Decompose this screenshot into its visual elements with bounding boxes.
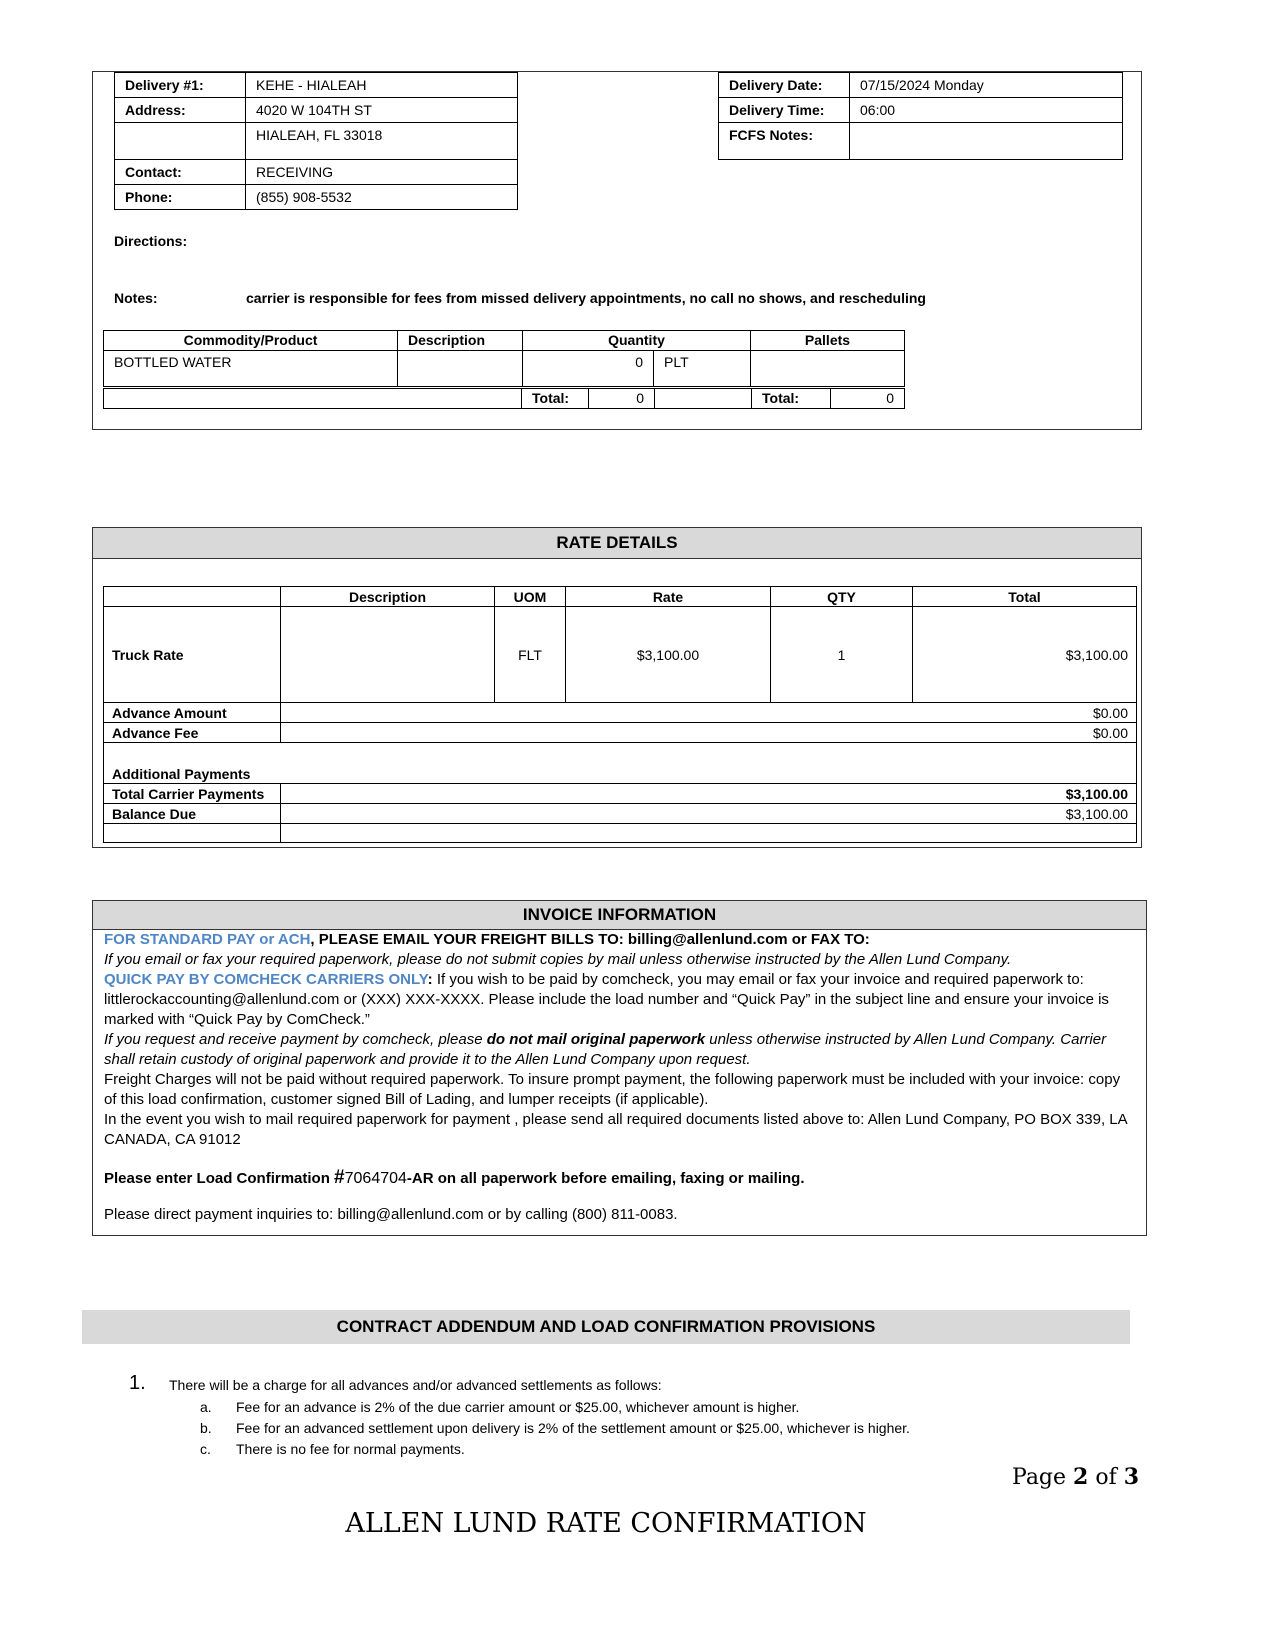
freight-charges-paragraph: Freight Charges will not be paid without required paperwork. To insure prompt payment, the following paperwork must be included with your invoice: copy of this load confirmation, customer signed Bill of Lading, and lumper receipts (if applicable). xyxy=(104,1071,1121,1108)
delivery-date-table xyxy=(718,72,1123,160)
product-cell: BOTTLED WATER xyxy=(104,351,398,387)
rate-empty-cell-1 xyxy=(104,824,281,843)
comcheck-text-c: unless otherwise instructed by Allen Lund Company. Carrier shall retain custody of original paperwork and provide it to the Allen Lund Company upon request. xyxy=(104,1031,1107,1068)
page-current: 2 xyxy=(1073,1464,1089,1490)
load-confirmation-line xyxy=(104,1168,1134,1189)
invoice-title: INVOICE INFORMATION xyxy=(93,901,1146,930)
commodity-total-table xyxy=(103,388,905,409)
contract-sub-c-letter: c. xyxy=(200,1441,211,1457)
rate-empty-cell-2 xyxy=(281,824,1137,843)
pallets-cell xyxy=(751,351,905,387)
page-number xyxy=(1012,1464,1139,1490)
rate-header-uom: UOM xyxy=(495,587,566,607)
contract-sub-b-letter: b. xyxy=(200,1420,212,1436)
quick-pay-paragraph xyxy=(104,970,1134,1030)
delivery-date-label: Delivery Date: xyxy=(719,73,850,98)
delivery-label: Delivery #1: xyxy=(115,73,246,98)
rate-header-qty: QTY xyxy=(771,587,913,607)
notes-text: carrier is responsible for fees from missed delivery appointments, no call no shows, and rescheduling xyxy=(246,290,926,306)
address-empty-cell xyxy=(115,123,246,160)
load-confirmation-number: 7064704 xyxy=(344,1170,407,1187)
commodity-header: Commodity/Product xyxy=(104,331,398,351)
quantity-header: Quantity xyxy=(523,331,751,351)
commodity-table xyxy=(103,330,905,387)
notes-label: Notes: xyxy=(114,290,158,306)
total-carrier-value: $3,100.00 xyxy=(281,784,1137,804)
contract-sub-a-letter: a. xyxy=(200,1399,212,1415)
load-confirmation-text-b: -AR on all paperwork before emailing, faxing or mailing. xyxy=(406,1170,805,1187)
truck-rate-uom: FLT xyxy=(495,607,566,703)
advance-fee-value: $0.00 xyxy=(281,723,1137,743)
advance-fee-label: Advance Fee xyxy=(104,723,281,743)
contract-sub-b-text: Fee for an advanced settlement upon delivery is 2% of the settlement amount or $25.00, whichever is higher. xyxy=(236,1420,910,1436)
total-empty-cell xyxy=(104,389,522,409)
balance-due-value: $3,100.00 xyxy=(281,804,1137,824)
balance-due-label: Balance Due xyxy=(104,804,281,824)
address-line1: 4020 W 104TH ST xyxy=(246,98,518,123)
truck-rate-qty: 1 xyxy=(771,607,913,703)
email-fax-note: If you email or fax your required paperwork, please do not submit copies by mail unless otherwise instructed by the Allen Lund Company. xyxy=(104,951,1012,968)
truck-rate-rate: $3,100.00 xyxy=(566,607,771,703)
qty-total-label: Total: xyxy=(522,389,589,409)
quantity-cell: 0 xyxy=(523,351,654,387)
contact-label: Contact: xyxy=(115,160,246,185)
pallets-total-label: Total: xyxy=(752,389,831,409)
additional-payments-label: Additional Payments xyxy=(104,743,1137,784)
pallets-total-value: 0 xyxy=(831,389,905,409)
advance-amount-value: $0.00 xyxy=(281,703,1137,723)
truck-rate-description xyxy=(281,607,495,703)
quick-pay-heading: QUICK PAY BY COMCHECK CARRIERS ONLY xyxy=(104,971,428,988)
fcfs-value xyxy=(850,123,1123,160)
quick-pay-colon: : xyxy=(427,971,433,988)
rate-header-blank xyxy=(104,587,281,607)
page-word: Page xyxy=(1012,1465,1067,1490)
rate-header-description: Description xyxy=(281,587,495,607)
delivery-name: KEHE - HIALEAH xyxy=(246,73,518,98)
contract-sub-c-text: There is no fee for normal payments. xyxy=(236,1441,465,1457)
unit-total-empty xyxy=(655,389,752,409)
standard-pay-heading: FOR STANDARD PAY or ACH xyxy=(104,931,311,948)
delivery-time-value: 06:00 xyxy=(850,98,1123,123)
delivery-time-label: Delivery Time: xyxy=(719,98,850,123)
total-carrier-label: Total Carrier Payments xyxy=(104,784,281,804)
address-label: Address: xyxy=(115,98,246,123)
address-line2: HIALEAH, FL 33018 xyxy=(246,123,518,160)
rate-table xyxy=(103,586,1137,843)
fcfs-label: FCFS Notes: xyxy=(719,123,850,160)
description-header: Description xyxy=(398,331,523,351)
unit-cell: PLT xyxy=(654,351,751,387)
mail-paperwork-paragraph: In the event you wish to mail required paperwork for payment , please send all required documents listed above to: Allen Lund Company, PO BOX 339, LA CANADA, CA 91012 xyxy=(104,1111,1127,1148)
product-description-cell xyxy=(398,351,523,387)
contract-item-text: There will be a charge for all advances and/or advanced settlements as follows: xyxy=(169,1377,662,1393)
invoice-body xyxy=(104,930,1134,1225)
page-of: of xyxy=(1095,1465,1117,1490)
comcheck-text-a: If you request and receive payment by comcheck, please xyxy=(104,1031,487,1048)
contact-value: RECEIVING xyxy=(246,160,518,185)
advance-amount-label: Advance Amount xyxy=(104,703,281,723)
phone-label: Phone: xyxy=(115,185,246,210)
directions-label: Directions: xyxy=(114,233,188,249)
rate-title: RATE DETAILS xyxy=(93,528,1141,559)
comcheck-text-bold: do not mail original paperwork xyxy=(486,1031,706,1048)
quick-pay-text: If you wish to be paid by comcheck, you may email or fax your invoice and required paperwork to: littlerockaccounting@allenlund.com or (XXX) XXX-XXXX. Please include the load number and “Quick Pay” in the subject line and ensure your invoice is marked with “Quick Pay by ComCheck.” xyxy=(104,971,1109,1028)
load-confirmation-text-a: Please enter Load Confirmation xyxy=(104,1170,335,1187)
contract-sub-a-text: Fee for an advance is 2% of the due carrier amount or $25.00, whichever amount is higher. xyxy=(236,1399,800,1415)
pallets-header: Pallets xyxy=(751,331,905,351)
payment-inquiries-line: Please direct payment inquiries to: billing@allenlund.com or by calling (800) 811-0083. xyxy=(104,1206,678,1223)
comcheck-paragraph xyxy=(104,1030,1134,1070)
delivery-date-value: 07/15/2024 Monday xyxy=(850,73,1123,98)
standard-pay-line xyxy=(104,930,1134,950)
contract-title: CONTRACT ADDENDUM AND LOAD CONFIRMATION PROVISIONS xyxy=(82,1310,1130,1344)
page-total: 3 xyxy=(1123,1464,1140,1490)
qty-total-value: 0 xyxy=(589,389,655,409)
contract-item-number: 1. xyxy=(129,1372,146,1394)
rate-header-rate: Rate xyxy=(566,587,771,607)
footer-title: ALLEN LUND RATE CONFIRMATION xyxy=(345,1508,867,1539)
rate-header-total: Total xyxy=(913,587,1137,607)
truck-rate-total: $3,100.00 xyxy=(913,607,1137,703)
delivery-address-table xyxy=(114,72,518,210)
standard-pay-instructions: , PLEASE EMAIL YOUR FREIGHT BILLS TO: billing@allenlund.com or FAX TO: xyxy=(310,931,870,948)
truck-rate-label: Truck Rate xyxy=(104,607,281,703)
phone-value: (855) 908-5532 xyxy=(246,185,518,210)
load-confirmation-hash: # xyxy=(334,1167,345,1188)
